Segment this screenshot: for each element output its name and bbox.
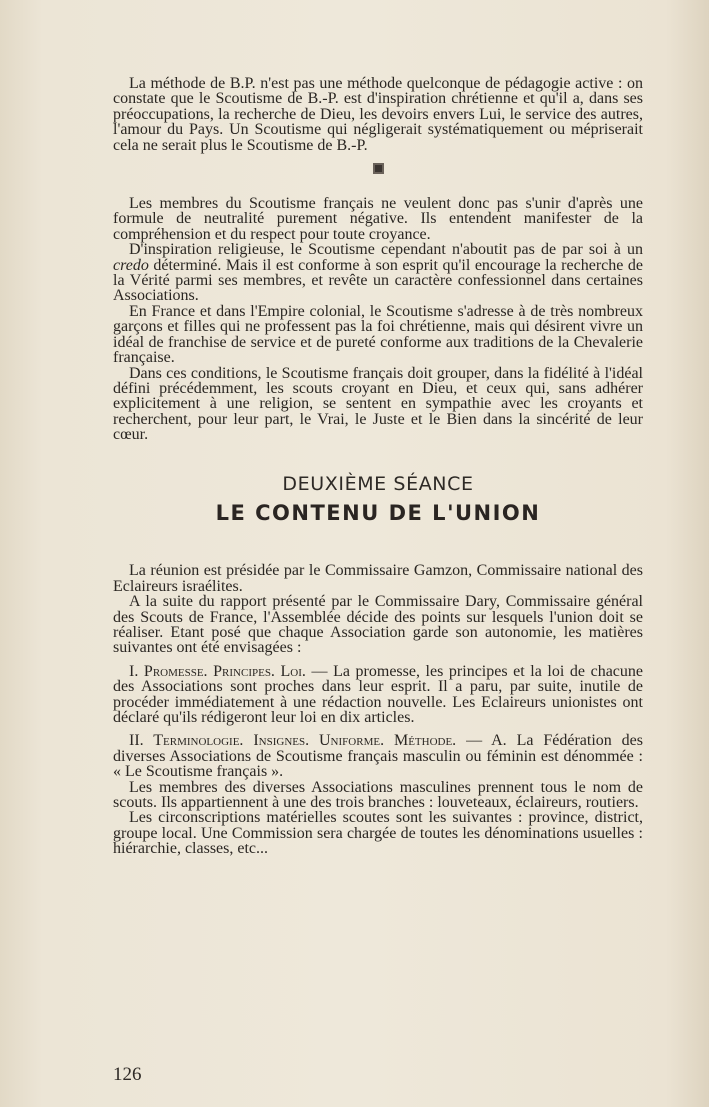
credo-italic: credo bbox=[113, 256, 149, 274]
section-label: DEUXIÈME SÉANCE bbox=[282, 472, 474, 495]
inspiration-text-start: D'inspiration religieuse, le Scoutisme cependant n'aboutit pas de par soi à un bbox=[129, 241, 643, 259]
item-promesse-heading: I. Promesse. Principes. Loi. bbox=[129, 662, 306, 680]
paragraph-circonscriptions: Les circonscriptions matérielles scoutes sont les suivantes : province, district, groupe local. Une Commission sera chargée de toutes les dénominations usuelles : hiérarchie, classes, etc... bbox=[113, 809, 643, 858]
paragraph-reunion: La réunion est présidée par le Commissaire Gamzon, Commissaire national des Eclaireurs israélites. bbox=[113, 562, 643, 595]
paragraph-rapport: A la suite du rapport présenté par le Commissaire Dary, Commissaire général des Scouts de France, l'Assemblée décide des points sur lesquels l'union doit se réaliser. Etant posé que chaque Association garde son autonomie, les matières suivantes ont été envisagées : bbox=[113, 593, 643, 657]
paragraph-methode: La méthode de B.P. n'est pas une méthode quelconque de pédagogie active : on constate que le Scoutisme de B.-P. est d'inspiration chrétienne et qu'il a, dans ses préoccupations, la recherche de Dieu, les devoirs envers Lui, le service des autres, l'amour du Pays. Un Scoutisme qui négligerait systématiquement ou mépriserait cela ne serait plus le Scoutisme de B.-P. bbox=[113, 75, 643, 154]
paragraph-empire: En France et dans l'Empire colonial, le Scoutisme s'adresse à de très nombreux garçons et filles qui ne professent pas la foi chrétienne, mais qui désirent vivre un idéal de franchise de service et de pureté conforme aux traditions de la Chevalerie française. bbox=[113, 302, 643, 367]
item-terminologie bbox=[113, 733, 643, 779]
item-terminologie-heading: II. Terminologie. Insignes. Uniforme. Méthode. bbox=[129, 732, 457, 750]
paragraph-membres: Les membres des diverses Associations masculines prennent tous le nom de scouts. Ils appartiennent à une des trois branches : louveteaux, éclaireurs, routiers. bbox=[113, 778, 643, 812]
item-promesse-text: — La promesse, les principes et la loi de chacune des Associations sont proches dans leur esprit. Il a paru, par suite, inutile de procéder immédiatement à une rédaction nouvelle. Les Eclaireurs unionistes ont déclaré qu'ils rédigeront leur loi en dix articles. bbox=[113, 662, 644, 726]
item-terminologie-text: — A. La Fédération des diverses Associations de Scoutisme français masculin ou féminin est dénommée : « Le Scoutisme français ». bbox=[113, 732, 643, 781]
inspiration-text-end: déterminé. Mais il est conforme à son esprit qu'il encourage la recherche de la Vérité parmi ses membres, et revête un caractère confessionnel dans certaines Associations. bbox=[113, 256, 643, 305]
section-ornament bbox=[373, 163, 384, 174]
paragraph-neutralite: Les membres du Scoutisme français ne veulent donc pas s'unir d'après une formule de neutralité purement négative. Ils entendent manifester de la compréhension et du respect pour toute croyance. bbox=[113, 195, 643, 243]
paragraph-conditions: Dans ces conditions, le Scoutisme français doit grouper, dans la fidélité à l'idéal défini précédemment, les scouts croyant en Dieu, et ceux qui, sans adhérer explicitement à une religion, se sentent en sympathie avec les croyants et recherchent, pour leur part, le Vrai, le Juste et le Bien dans la sincérité de leur cœur. bbox=[113, 364, 643, 444]
page-number: 126 bbox=[113, 1064, 142, 1085]
item-promesse bbox=[113, 664, 643, 726]
section-title: LE CONTENU DE L'UNION bbox=[215, 500, 541, 525]
paragraph-inspiration bbox=[113, 242, 643, 304]
text-column bbox=[113, 76, 643, 857]
